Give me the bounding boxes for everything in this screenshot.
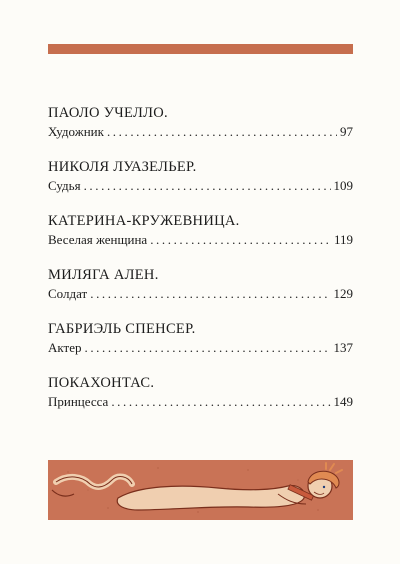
leader-dots (111, 393, 330, 410)
toc-entry[interactable] (48, 212, 353, 248)
page-number: 137 (333, 340, 353, 355)
page-number: 149 (333, 394, 353, 409)
entry-title: ПАОЛО УЧЕЛЛО. (48, 105, 168, 121)
toc-entry[interactable] (48, 104, 353, 140)
entry-line (48, 339, 353, 356)
entry-subtitle: Судья (48, 178, 81, 193)
toc-entry[interactable] (48, 320, 353, 356)
entry-line (48, 177, 353, 194)
entry-subtitle: Веселая женщина (48, 232, 148, 247)
leader-dots (90, 285, 330, 302)
entry-title: МИЛЯГА АЛЕН. (48, 267, 159, 283)
toc-entry[interactable] (48, 374, 353, 410)
entry-subtitle: Принцесса (48, 394, 109, 409)
leader-dots (84, 339, 330, 356)
entry-title: КАТЕРИНА-КРУЖЕВНИЦА. (48, 213, 240, 229)
entry-subtitle: Солдат (48, 286, 88, 301)
entry-line (48, 393, 353, 410)
entry-line (48, 231, 353, 248)
page-number: 129 (333, 286, 353, 301)
page-number: 119 (333, 232, 353, 247)
entry-title: ГАБРИЭЛЬ СПЕНСЕР. (48, 321, 196, 337)
entry-line (48, 285, 353, 302)
top-decorative-rule (48, 44, 353, 54)
entry-title: ПОКАХОНТАС. (48, 375, 155, 391)
leader-dots (107, 123, 337, 140)
entry-subtitle: Художник (48, 124, 104, 139)
reclining-figure-illustration (48, 460, 353, 520)
leader-dots (150, 231, 331, 248)
leader-dots (84, 177, 331, 194)
bottom-illustration-panel (48, 460, 353, 520)
toc-entry[interactable] (48, 266, 353, 302)
toc-entry[interactable] (48, 158, 353, 194)
table-of-contents (48, 104, 353, 428)
page-number: 97 (340, 124, 353, 139)
entry-line (48, 123, 353, 140)
entry-title: НИКОЛЯ ЛУАЗЕЛЬЕР. (48, 159, 197, 175)
page-number: 109 (333, 178, 353, 193)
entry-subtitle: Актер (48, 340, 82, 355)
